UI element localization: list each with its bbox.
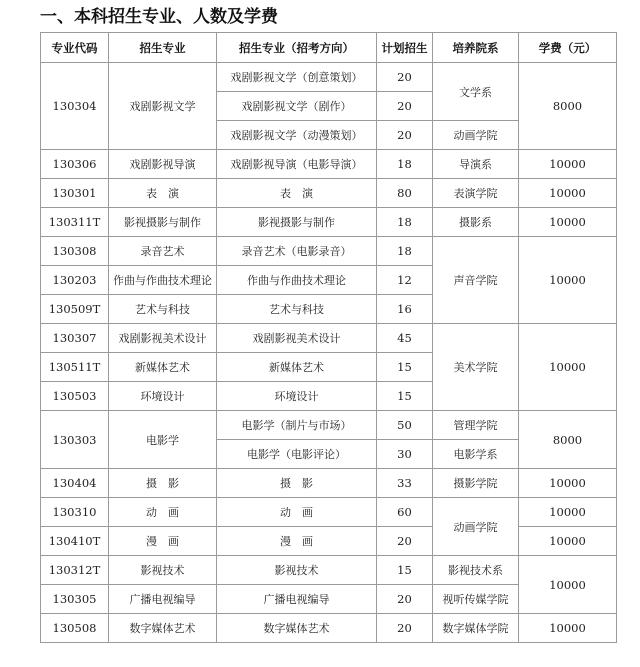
major-direction: 摄 影 (217, 469, 377, 498)
department: 美术学院 (433, 324, 519, 411)
header-fee: 学费（元） (519, 33, 617, 63)
major-code: 130203 (41, 266, 109, 295)
table-row (41, 63, 617, 92)
major-direction: 戏剧影视导演（电影导演） (217, 150, 377, 179)
section-heading: 一、本科招生专业、人数及学费 (40, 7, 278, 27)
major-name: 表 演 (109, 179, 217, 208)
plan-count: 60 (377, 498, 433, 527)
major-name: 戏剧影视导演 (109, 150, 217, 179)
admissions-table (40, 32, 617, 643)
major-direction: 录音艺术（电影录音） (217, 237, 377, 266)
table-row (41, 150, 617, 179)
plan-count: 12 (377, 266, 433, 295)
plan-count: 18 (377, 150, 433, 179)
plan-count: 45 (377, 324, 433, 353)
major-name: 电影学 (109, 411, 217, 469)
major-name: 影视摄影与制作 (109, 208, 217, 237)
department: 摄影系 (433, 208, 519, 237)
tuition-fee: 10000 (519, 179, 617, 208)
major-direction: 作曲与作曲技术理论 (217, 266, 377, 295)
plan-count: 30 (377, 440, 433, 469)
tuition-fee: 10000 (519, 150, 617, 179)
major-direction: 电影学（制片与市场） (217, 411, 377, 440)
table-row (41, 324, 617, 353)
department: 动画学院 (433, 121, 519, 150)
plan-count: 33 (377, 469, 433, 498)
table-row (41, 237, 617, 266)
major-code: 130301 (41, 179, 109, 208)
header-direction: 招生专业（招考方向） (217, 33, 377, 63)
department: 声音学院 (433, 237, 519, 324)
major-name: 新媒体艺术 (109, 353, 217, 382)
table-header-row (41, 33, 617, 63)
header-department: 培养院系 (433, 33, 519, 63)
major-name: 戏剧影视美术设计 (109, 324, 217, 353)
tuition-fee: 8000 (519, 63, 617, 150)
major-direction: 戏剧影视文学（剧作） (217, 92, 377, 121)
major-name: 动 画 (109, 498, 217, 527)
major-direction: 戏剧影视文学（动漫策划） (217, 121, 377, 150)
major-direction: 影视摄影与制作 (217, 208, 377, 237)
tuition-fee: 10000 (519, 324, 617, 411)
tuition-fee: 8000 (519, 411, 617, 469)
major-code: 130511T (41, 353, 109, 382)
plan-count: 20 (377, 92, 433, 121)
major-code: 130308 (41, 237, 109, 266)
major-code: 130312T (41, 556, 109, 585)
department: 动画学院 (433, 498, 519, 556)
department: 表演学院 (433, 179, 519, 208)
plan-count: 50 (377, 411, 433, 440)
major-code: 130310 (41, 498, 109, 527)
major-code: 130410T (41, 527, 109, 556)
tuition-fee: 10000 (519, 498, 617, 527)
department: 数字媒体学院 (433, 614, 519, 643)
plan-count: 80 (377, 179, 433, 208)
major-name: 数字媒体艺术 (109, 614, 217, 643)
header-code: 专业代码 (41, 33, 109, 63)
tuition-fee: 10000 (519, 237, 617, 324)
major-direction: 表 演 (217, 179, 377, 208)
major-code: 130304 (41, 63, 109, 150)
table-row (41, 527, 617, 556)
department: 摄影学院 (433, 469, 519, 498)
major-direction: 漫 画 (217, 527, 377, 556)
tuition-fee: 10000 (519, 614, 617, 643)
plan-count: 20 (377, 63, 433, 92)
major-direction: 电影学（电影评论） (217, 440, 377, 469)
plan-count: 20 (377, 614, 433, 643)
major-code: 130303 (41, 411, 109, 469)
major-name: 影视技术 (109, 556, 217, 585)
major-code: 130509T (41, 295, 109, 324)
major-direction: 数字媒体艺术 (217, 614, 377, 643)
major-name: 环境设计 (109, 382, 217, 411)
department: 视听传媒学院 (433, 585, 519, 614)
major-direction: 戏剧影视文学（创意策划） (217, 63, 377, 92)
header-plan: 计划招生 (377, 33, 433, 63)
major-code: 130404 (41, 469, 109, 498)
major-direction: 影视技术 (217, 556, 377, 585)
major-code: 130306 (41, 150, 109, 179)
major-name: 广播电视编导 (109, 585, 217, 614)
major-direction: 动 画 (217, 498, 377, 527)
plan-count: 18 (377, 237, 433, 266)
tuition-fee: 10000 (519, 469, 617, 498)
plan-count: 18 (377, 208, 433, 237)
major-name: 艺术与科技 (109, 295, 217, 324)
major-code: 130311T (41, 208, 109, 237)
header-major: 招生专业 (109, 33, 217, 63)
department: 电影学系 (433, 440, 519, 469)
plan-count: 20 (377, 121, 433, 150)
major-direction: 新媒体艺术 (217, 353, 377, 382)
table-row (41, 614, 617, 643)
tuition-fee: 10000 (519, 556, 617, 614)
major-direction: 环境设计 (217, 382, 377, 411)
major-name: 漫 画 (109, 527, 217, 556)
major-code: 130307 (41, 324, 109, 353)
tuition-fee: 10000 (519, 527, 617, 556)
table-row (41, 498, 617, 527)
plan-count: 20 (377, 527, 433, 556)
tuition-fee: 10000 (519, 208, 617, 237)
major-name: 录音艺术 (109, 237, 217, 266)
major-name: 作曲与作曲技术理论 (109, 266, 217, 295)
major-code: 130305 (41, 585, 109, 614)
table-row (41, 179, 617, 208)
department: 文学系 (433, 63, 519, 121)
major-direction: 戏剧影视美术设计 (217, 324, 377, 353)
plan-count: 20 (377, 585, 433, 614)
table-row (41, 469, 617, 498)
major-direction: 艺术与科技 (217, 295, 377, 324)
plan-count: 15 (377, 353, 433, 382)
major-name: 戏剧影视文学 (109, 63, 217, 150)
major-code: 130508 (41, 614, 109, 643)
department: 管理学院 (433, 411, 519, 440)
table-row (41, 411, 617, 440)
table-row (41, 556, 617, 585)
department: 影视技术系 (433, 556, 519, 585)
plan-count: 15 (377, 382, 433, 411)
plan-count: 16 (377, 295, 433, 324)
table-row (41, 208, 617, 237)
plan-count: 15 (377, 556, 433, 585)
major-direction: 广播电视编导 (217, 585, 377, 614)
major-name: 摄 影 (109, 469, 217, 498)
major-code: 130503 (41, 382, 109, 411)
department: 导演系 (433, 150, 519, 179)
